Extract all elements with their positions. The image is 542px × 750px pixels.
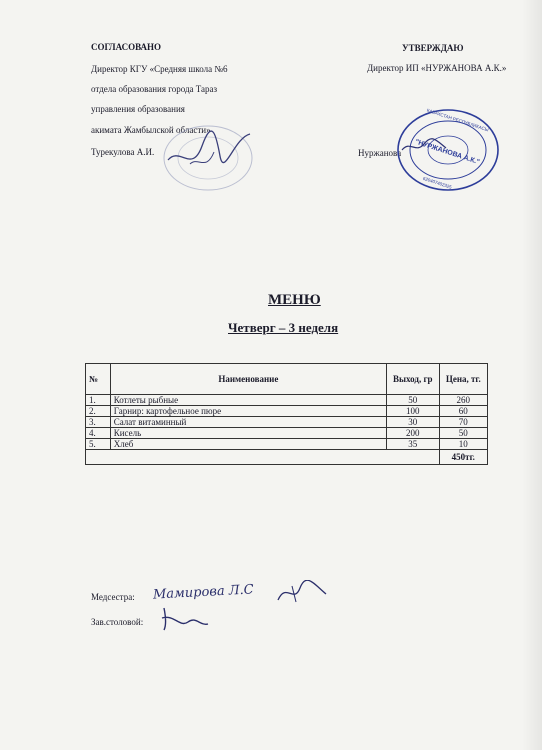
agreed-heading: СОГЛАСОВАНО	[91, 42, 162, 52]
row-name: Гарнир: картофельное пюре	[110, 406, 386, 417]
table-row	[86, 417, 488, 428]
menu-subtitle: Четверг – 3 неделя	[228, 320, 339, 335]
row-price: 260	[439, 395, 487, 406]
left-line-1: Директор КГУ «Средняя школа №6	[91, 64, 228, 74]
row-output: 200	[386, 428, 439, 439]
row-price: 50	[439, 428, 487, 439]
total-spacer	[86, 450, 440, 465]
table-total-row	[86, 450, 488, 465]
left-line-2: отдела образования города Тараз	[91, 84, 218, 94]
canteen-label: Зав.столовой:	[91, 617, 144, 627]
table-row	[86, 428, 488, 439]
nurse-signature: Мамирова Л.С	[152, 582, 255, 603]
left-line-3: управления образования	[91, 104, 185, 114]
row-output: 100	[386, 406, 439, 417]
row-price: 60	[439, 406, 487, 417]
right-name: Нуржанова	[358, 148, 402, 158]
header-price: Цена, тг.	[439, 364, 487, 395]
header-output: Выход, гр	[386, 364, 439, 395]
canteen-signature	[158, 604, 210, 634]
left-line-5: Турекулова А.И.	[91, 147, 155, 157]
row-price: 10	[439, 439, 487, 450]
stamp-ring-text: КАЗАХСТАН РЕСПУБЛИКАСЫ	[426, 108, 490, 133]
right-director-line: Директор ИП «НУРЖАНОВА А.К.»	[367, 63, 507, 73]
left-line-4: акимата Жамбылской области»	[91, 125, 211, 135]
right-signature	[400, 136, 450, 156]
table-row	[86, 406, 488, 417]
row-num: 1.	[86, 395, 111, 406]
left-signature-stamp	[150, 116, 260, 196]
row-num: 5.	[86, 439, 111, 450]
row-name: Салат витаминный	[110, 417, 386, 428]
stamp-number-text: 620407402325	[422, 175, 453, 190]
row-output: 30	[386, 417, 439, 428]
row-price: 70	[439, 417, 487, 428]
table-row	[86, 439, 488, 450]
row-output: 50	[386, 395, 439, 406]
header-num: №	[86, 364, 111, 395]
row-name: Кисель	[110, 428, 386, 439]
row-num: 2.	[86, 406, 111, 417]
menu-title: МЕНЮ	[268, 292, 321, 308]
row-num: 4.	[86, 428, 111, 439]
row-num: 3.	[86, 417, 111, 428]
header-name: Наименование	[110, 364, 386, 395]
stamp-center-text: "НУРЖАНОВА А.К."	[414, 138, 481, 167]
approve-heading: УТВЕРЖДАЮ	[402, 43, 464, 53]
table-row	[86, 395, 488, 406]
table-header-row	[86, 364, 488, 395]
row-name: Котлеты рыбные	[110, 395, 386, 406]
scan-edge-shadow	[522, 0, 542, 750]
row-name: Хлеб	[110, 439, 386, 450]
nurse-signature-flourish	[274, 580, 330, 606]
row-output: 35	[386, 439, 439, 450]
nurse-label: Медсестра:	[91, 592, 135, 602]
total-value: 450тг.	[439, 450, 487, 465]
menu-table	[85, 363, 488, 465]
